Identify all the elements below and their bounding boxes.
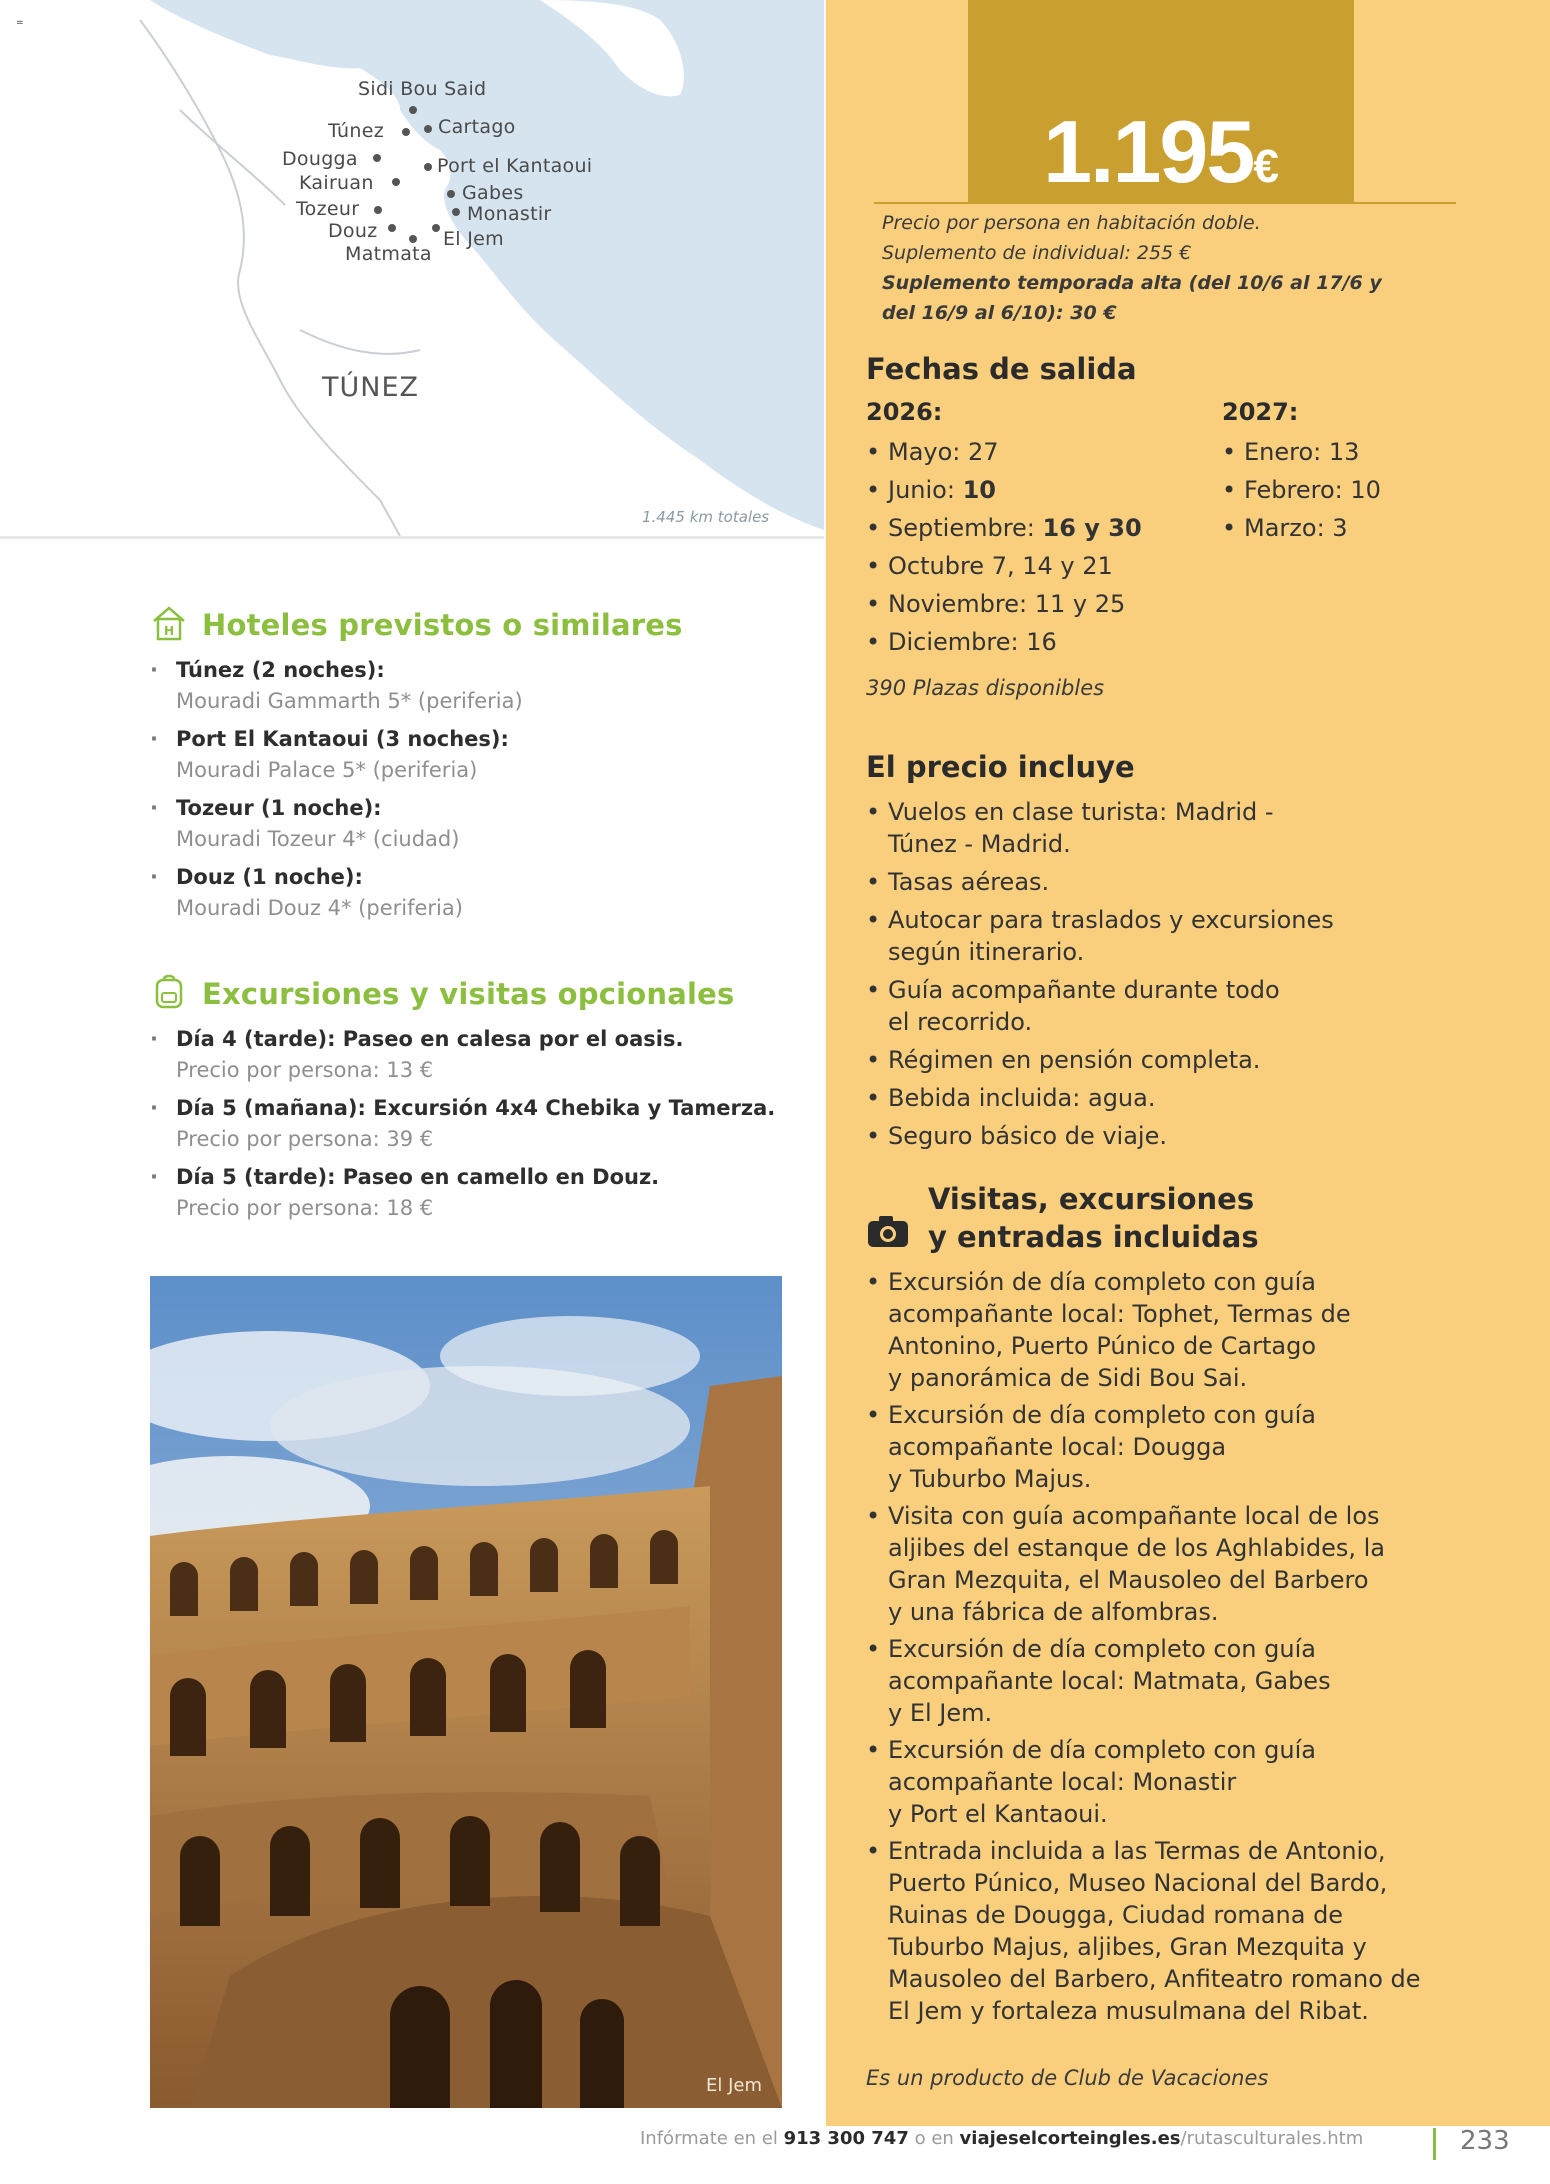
bullet: • [1222,438,1237,466]
map-dot-port-el-kantaoui [424,163,432,171]
date-item [866,585,1226,623]
route-map [0,0,824,539]
date-days: 16 y 30 [1042,514,1142,542]
footer-middle: o en [914,2128,954,2149]
map-dot-monastir [452,208,460,216]
list-item [150,655,770,717]
available-places: 390 Plazas disponibles [866,676,1105,700]
include-line: Bebida incluida: agua. [888,1084,1156,1112]
bullet: • [866,590,881,618]
visit-line: Mausoleo del Barbero, Anfiteatro romano de [888,1965,1421,1993]
excursions-title: Excursiones y visitas opcionales [202,977,735,1011]
date-days: 27 [968,438,999,466]
hotels-list [150,655,770,931]
bullet: • [1222,514,1237,542]
visit-line: aljibes del estanque de los Aghlabides, la [888,1534,1385,1562]
visit-line: Ruinas de Dougga, Ciudad romana de [888,1901,1344,1929]
dates-2027-list [1222,433,1452,547]
visit-line: acompañante local: Matmata, Gabes [888,1667,1331,1695]
map-city-cartago: Cartago [438,116,516,138]
hotel-name: Mouradi Palace 5* (periferia) [176,758,478,782]
bullet: • [866,906,881,934]
map-dot-dougga [373,154,381,162]
date-month: Noviembre: [888,590,1028,618]
bullet: · [150,658,158,682]
map-dot-el-jem [432,224,440,232]
bullet: • [866,1122,881,1150]
include-line: según itinerario. [888,938,1085,966]
date-days: 10 [1350,476,1381,504]
amphitheatre-illustration [150,1276,782,2108]
bullet: · [150,1096,158,1120]
price-note-3 [882,268,1422,298]
map-total-km: 1.445 km totales [642,508,770,526]
price-divider [874,202,1456,204]
list-item [866,1120,1466,1152]
bullet: • [866,476,881,504]
backpack-icon [154,973,184,1009]
excursion-name: Día 5 (mañana): Excursión 4x4 Chebika y Tamerza. [176,1096,776,1120]
dates-2026-list [866,433,1226,661]
map-dot-tozeur [374,206,382,214]
date-month: Mayo: [888,438,961,466]
date-item [866,623,1226,661]
map-dot-gabes [447,190,455,198]
date-month: Septiembre: [888,514,1035,542]
map-city-gabes: Gabes [462,182,524,204]
price-note-3-text: Suplemento temporada alta (del 10/6 al 17/6 y [882,272,1382,294]
list-item [866,1044,1466,1076]
list-item [150,724,770,786]
visit-line: Excursión de día completo con guía [888,1401,1316,1429]
price-note-2: Suplemento de individual: 255 € [882,242,1192,264]
map-country-label: TÚNEZ [322,372,420,403]
map-city-douz: Douz [328,220,378,242]
visit-line: Gran Mezquita, el Mausoleo del Barbero [888,1566,1369,1594]
list-item [866,1633,1476,1729]
visit-line: El Jem y fortaleza musulmana del Ribat. [888,1997,1369,2025]
visit-line: Visita con guía acompañante local de los [888,1502,1380,1530]
visit-line: Antonino, Puerto Púnico de Cartago [888,1332,1317,1360]
bullet: • [866,1635,881,1663]
price-box [968,0,1354,202]
bullet: • [866,798,881,826]
bullet: • [866,1046,881,1074]
hotel-name: Mouradi Gammarth 5* (periferia) [176,689,523,713]
bullet: · [150,796,158,820]
include-line: Guía acompañante durante todo [888,976,1280,1004]
map-city-sidi-bou-said: Sidi Bou Said [358,78,487,100]
visit-line: acompañante local: Tophet, Termas de [888,1300,1351,1328]
bullet: · [150,727,158,751]
map-city-tozeur: Tozeur [296,198,360,220]
date-item [1222,471,1452,509]
map-city-monastir: Monastir [467,203,552,225]
list-item [866,1266,1476,1394]
el-jem-photo [150,1276,782,2108]
list-item [866,1835,1476,2027]
excursions-list [150,1024,790,1231]
list-item [866,1399,1476,1495]
map-city-port-el-kantaoui: Port el Kantaoui [437,155,593,177]
list-item [866,904,1466,968]
date-days: 11 y 25 [1034,590,1126,618]
visit-line: y Port el Kantaoui. [888,1800,1108,1828]
visit-line: y panorámica de Sidi Bou Sai. [888,1364,1248,1392]
date-month: Marzo: [1244,514,1325,542]
map-dot-sidi-bou-said [409,106,417,114]
date-item [1222,433,1452,471]
date-item [1222,509,1452,547]
visits-list [866,1266,1476,2032]
visit-line: acompañante local: Monastir [888,1768,1237,1796]
bullet: • [866,438,881,466]
map-city-matmata: Matmata [345,243,432,265]
bullet: · [150,1165,158,1189]
list-item [866,796,1466,860]
dates-title: Fechas de salida [866,352,1137,386]
includes-list [866,796,1466,1158]
include-line: Túnez - Madrid. [888,830,1071,858]
price-note-4 [882,298,1422,328]
date-month: Diciembre: [888,628,1019,656]
visit-line: y una fábrica de alfombras. [888,1598,1219,1626]
excursion-name: Día 5 (tarde): Paseo en camello en Douz. [176,1165,660,1189]
date-days: 7, 14 y 21 [991,552,1113,580]
include-line: el recorrido. [888,1008,1033,1036]
list-item [866,974,1466,1038]
bullet: • [866,552,881,580]
map-dot-tunez [402,128,410,136]
include-line: Autocar para traslados y excursiones [888,906,1334,934]
bullet: • [1222,476,1237,504]
hotels-title: Hoteles previstos o similares [202,608,683,642]
excursion-name: Día 4 (tarde): Paseo en calesa por el oasis. [176,1027,684,1051]
footer-prefix: Infórmate en el [640,2128,778,2149]
date-days: 10 [962,476,996,504]
date-month: Junio: [888,476,955,504]
list-item [150,1162,790,1224]
bullet: • [866,514,881,542]
includes-title: El precio incluye [866,750,1135,784]
map-dot-kairuan [392,178,400,186]
price-value: 1.195 [1043,102,1254,201]
include-line: Régimen en pensión completa. [888,1046,1261,1074]
hotel-place: Túnez (2 noches): [176,658,385,682]
hotel-place: Tozeur (1 noche): [176,796,382,820]
bullet: • [866,628,881,656]
hotel-place: Douz (1 noche): [176,865,363,889]
map-corner-label: = [16,18,24,28]
footer-contact [640,2128,1363,2149]
camera-icon [866,1213,910,1249]
excursion-price: Precio por persona: 13 € [176,1058,434,1082]
photo-caption: El Jem [705,2075,762,2096]
list-item [866,1734,1476,1830]
page-number: 233 [1460,2126,1510,2156]
bullet: • [866,1736,881,1764]
list-item [150,1024,790,1086]
map-dot-douz [388,224,396,232]
visit-line: Puerto Púnico, Museo Nacional del Bardo, [888,1869,1388,1897]
excursion-price: Precio por persona: 39 € [176,1127,434,1151]
list-item [150,862,770,924]
bullet: • [866,868,881,896]
visit-line: Excursión de día completo con guía [888,1268,1316,1296]
map-city-tunez: Túnez [328,120,384,142]
hotel-place: Port El Kantaoui (3 noches): [176,727,509,751]
year-2026: 2026: [866,398,943,426]
date-item [866,471,1226,509]
date-days: 16 [1026,628,1057,656]
visit-line: Excursión de día completo con guía [888,1736,1316,1764]
visits-title-2: y entradas incluidas [928,1220,1259,1254]
bullet: • [866,976,881,1004]
hotel-name: Mouradi Douz 4* (periferia) [176,896,463,920]
bullet: · [150,1027,158,1051]
visit-line: Tuburbo Majus, aljibes, Gran Mezquita y [888,1933,1367,1961]
svg-text:H: H [163,624,175,638]
bullet: • [866,1502,881,1530]
year-2027: 2027: [1222,398,1299,426]
visit-line: acompañante local: Dougga [888,1433,1227,1461]
bullet: • [866,1401,881,1429]
bullet: • [866,1268,881,1296]
date-days: 3 [1332,514,1348,542]
date-item [866,547,1226,585]
map-city-el-jem: El Jem [443,228,504,250]
footer-path[interactable]: /rutasculturales.htm [1180,2128,1364,2149]
visits-title-1: Visitas, excursiones [928,1182,1255,1216]
include-line: Seguro básico de viaje. [888,1122,1167,1150]
price-note-1: Precio por persona en habitación doble. [882,212,1261,234]
bullet: • [866,1837,881,1865]
price-currency: € [1253,140,1279,192]
list-item [150,1093,790,1155]
map-city-dougga: Dougga [282,148,358,170]
map-dot-cartago [424,125,432,133]
hotel-icon [152,605,186,641]
date-month: Febrero: [1244,476,1343,504]
include-line: Tasas aéreas. [888,868,1050,896]
footer-divider [1433,2128,1436,2160]
map-city-kairuan: Kairuan [299,172,374,194]
date-days: 13 [1328,438,1360,466]
footer-phone[interactable]: 913 300 747 [783,2128,909,2149]
footer-domain[interactable]: viajeselcorteingles.es [959,2128,1181,2149]
date-item [866,433,1226,471]
date-month: Octubre [888,552,985,580]
price-note-4-text: del 16/9 al 6/10): 30 € [882,302,1117,324]
visit-line: Entrada incluida a las Termas de Antonio, [888,1837,1386,1865]
date-item [866,509,1226,547]
excursion-price: Precio por persona: 18 € [176,1196,434,1220]
visit-line: Excursión de día completo con guía [888,1635,1316,1663]
list-item [150,793,770,855]
product-note: Es un producto de Club de Vacaciones [866,2066,1269,2090]
bullet: · [150,865,158,889]
map-dot-matmata [409,235,417,243]
date-month: Enero: [1244,438,1322,466]
bullet: • [866,1084,881,1112]
list-item [866,866,1466,898]
include-line: Vuelos en clase turista: Madrid - [888,798,1274,826]
price-amount [968,102,1354,216]
visit-line: y El Jem. [888,1699,993,1727]
hotel-name: Mouradi Tozeur 4* (ciudad) [176,827,460,851]
visit-line: y Tuburbo Majus. [888,1465,1092,1493]
list-item [866,1082,1466,1114]
list-item [866,1500,1476,1628]
